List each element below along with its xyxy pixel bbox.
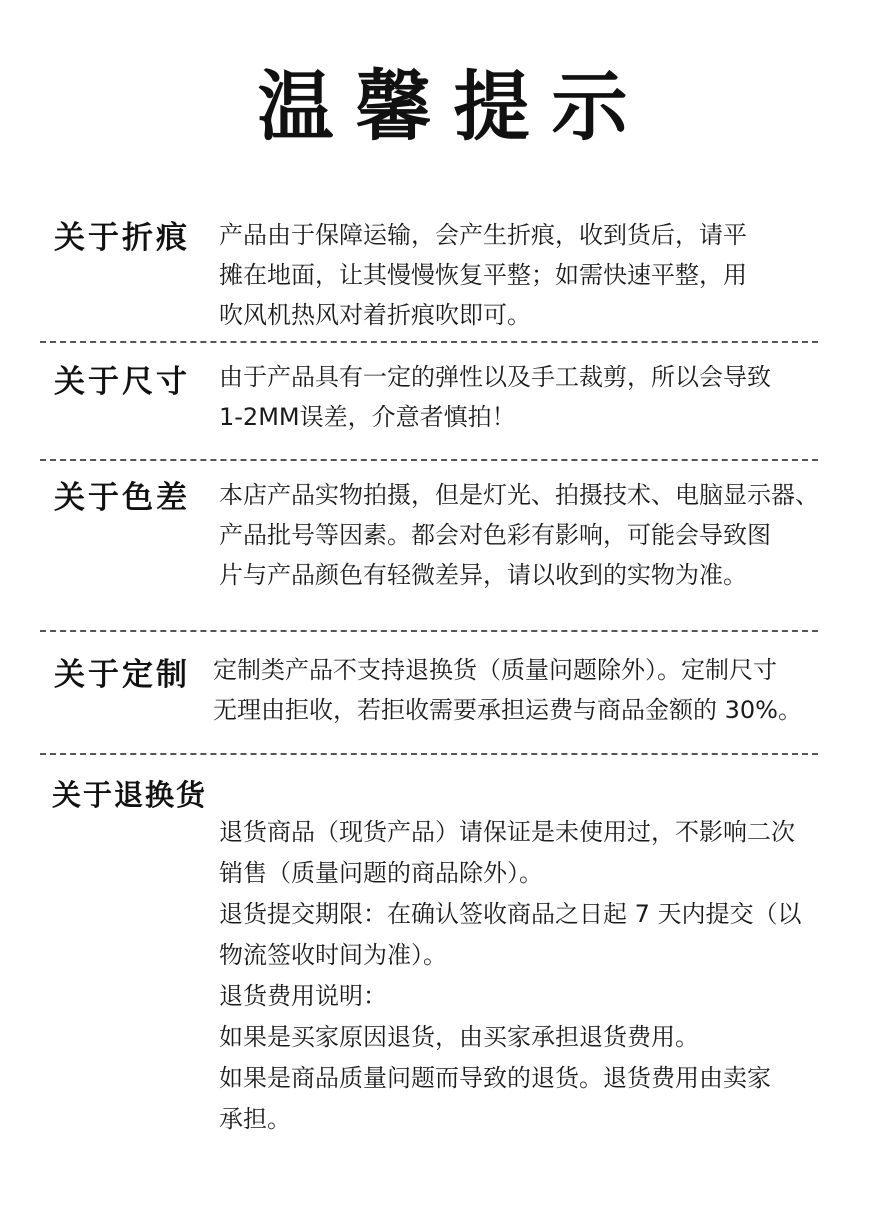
body-line: 无理由拒收，若拒收需要承担运费与商品金额的 30%。 <box>213 696 802 724</box>
body-line: 如果是商品质量问题而导致的退货。退货费用由卖家 <box>219 1064 771 1092</box>
page-title: 温馨提示 <box>257 62 650 151</box>
body-line: 退货提交期限：在确认签收商品之日起 7 天内提交（以 <box>219 900 802 928</box>
section-heading-color: 关于色差 <box>54 480 190 516</box>
section-divider <box>40 459 818 461</box>
body-line: 定制类产品不支持退换货（质量问题除外）。定制尺寸 <box>213 656 777 684</box>
body-line: 退货商品（现货产品）请保证是未使用过，不影响二次 <box>219 818 795 846</box>
body-line: 退货费用说明： <box>219 982 387 1010</box>
section-heading-size: 关于尺寸 <box>54 364 190 400</box>
section-divider <box>40 753 818 755</box>
body-line: 由于产品具有一定的弹性以及手工裁剪，所以会导致 <box>219 363 771 391</box>
body-line: 本店产品实物拍摄，但是灯光、拍摄技术、电脑显示器、 <box>219 481 819 509</box>
section-divider <box>40 341 818 343</box>
section-body-returns <box>219 813 829 1141</box>
section-divider <box>40 630 818 632</box>
body-line: 销售（质量问题的商品除外）。 <box>219 859 543 887</box>
body-line: 如果是买家原因退货，由买家承担退货费用。 <box>219 1023 699 1051</box>
section-heading-crease: 关于折痕 <box>54 220 190 256</box>
section-body-crease <box>219 215 819 335</box>
body-line: 片与产品颜色有轻微差异，请以收到的实物为准。 <box>219 561 747 589</box>
body-line: 物流签收时间为准）。 <box>219 941 447 969</box>
section-heading-returns: 关于退换货 <box>52 778 208 812</box>
body-line: 承担。 <box>219 1105 291 1133</box>
body-line: 摊在地面，让其慢慢恢复平整；如需快速平整，用 <box>219 261 747 289</box>
body-line: 产品由于保障运输，会产生折痕，收到货后，请平 <box>219 221 747 249</box>
section-body-custom <box>213 650 833 730</box>
section-heading-custom: 关于定制 <box>54 657 190 693</box>
section-body-color <box>219 475 844 595</box>
section-body-size <box>219 357 829 437</box>
body-line: 吹风机热风对着折痕吹即可。 <box>219 301 531 329</box>
body-line: 1-2MM误差，介意者慎拍！ <box>219 403 516 431</box>
body-line: 产品批号等因素。都会对色彩有影响，可能会导致图 <box>219 521 771 549</box>
